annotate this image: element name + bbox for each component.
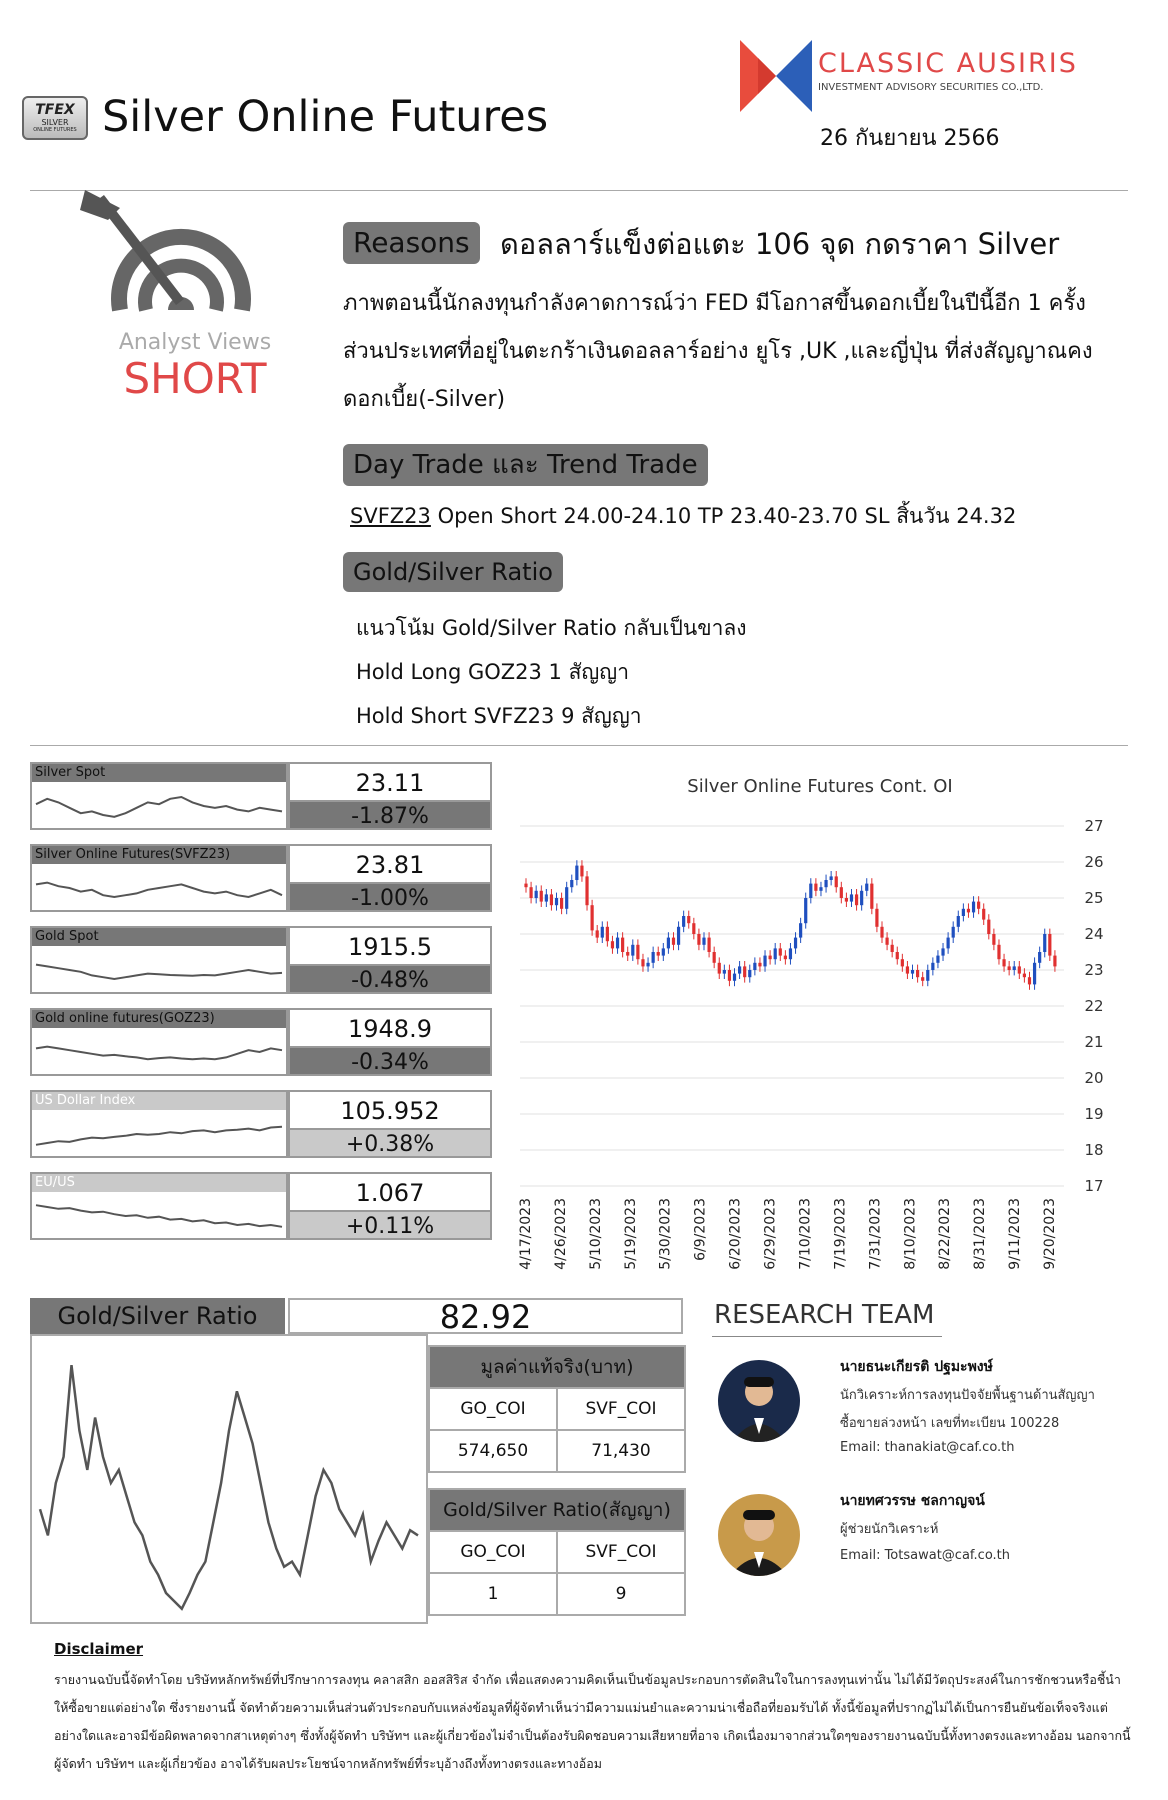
- reasons-body: ภาพตอนนี้นักลงทุนกำลังคาดการณ์ว่า FED มีโอกาสขึ้นดอกเบี้ยในปีนี้อีก 1 ครั้ง ส่วนประเทศที่อยู่ในตะกร้าเงินดอลลาร์อย่าง ยูโร ,UK ,และญี่ปุ่น ที่ส่งสัญญาณคงดอกเบี้ย(-Silver): [343, 291, 1093, 412]
- market-sparkline: [30, 1090, 288, 1158]
- candle-body: [794, 938, 797, 949]
- x-tick-label: 6/20/2023: [727, 1198, 744, 1270]
- candle-body: [824, 880, 827, 887]
- contracts-title: Gold/Silver Ratio(สัญญา): [429, 1489, 685, 1531]
- gold-silver-ratio-sparkline: [32, 1336, 426, 1622]
- y-tick-label: 24: [1084, 925, 1104, 943]
- x-tick-label: 7/19/2023: [832, 1198, 849, 1270]
- contracts-col2: SVF_COI: [557, 1531, 685, 1573]
- candle-body: [540, 891, 543, 902]
- candle-body: [774, 948, 777, 959]
- candle-body: [743, 966, 746, 977]
- gsr-hold-short-line: Hold Short SVFZ23 9 สัญญา: [356, 704, 642, 728]
- candle-body: [753, 963, 756, 970]
- candle-body: [585, 876, 588, 905]
- candle-body: [713, 952, 716, 963]
- x-tick-label: 7/31/2023: [867, 1198, 884, 1270]
- reasons-label: Reasons: [343, 222, 480, 264]
- candle-body: [977, 902, 980, 909]
- avatar: [718, 1360, 800, 1442]
- x-tick-label: 8/10/2023: [902, 1198, 919, 1270]
- avatar: [718, 1494, 800, 1576]
- candle-body: [1018, 966, 1021, 973]
- market-value: 1915.5: [288, 926, 492, 964]
- analyst-view-short: SHORT: [123, 354, 267, 403]
- candle-body: [657, 952, 660, 956]
- candle-body: [845, 898, 848, 902]
- candle-body: [738, 966, 741, 973]
- candle-body: [880, 927, 883, 938]
- y-tick-label: 22: [1084, 997, 1104, 1015]
- candle-body: [677, 927, 680, 945]
- sparkline-path: [36, 965, 282, 979]
- candle-body: [906, 966, 909, 973]
- market-sparkline: [30, 1008, 288, 1076]
- sparkline-line: [32, 1192, 286, 1238]
- y-tick-label: 25: [1084, 889, 1104, 907]
- candle-body: [763, 956, 766, 967]
- candle-body: [1048, 934, 1051, 956]
- market-change: -1.00%: [288, 882, 492, 912]
- candle-body: [835, 876, 838, 887]
- candle-body: [947, 938, 950, 949]
- reasons-headline: ดอลลาร์แข็งต่อแตะ 106 จุด กดราคา Silver: [500, 227, 1060, 261]
- y-tick-label: 18: [1084, 1141, 1104, 1159]
- contracts-table: [428, 1488, 686, 1616]
- sparkline-path: [36, 1047, 282, 1060]
- candle-body: [957, 916, 960, 927]
- candle-body: [1008, 966, 1011, 970]
- candle-body: [550, 894, 553, 905]
- x-tick-label: 6/29/2023: [762, 1198, 779, 1270]
- market-change: -1.87%: [288, 800, 492, 830]
- fair-value-v2: 71,430: [557, 1430, 685, 1472]
- y-tick-label: 27: [1084, 817, 1104, 835]
- x-tick-label: 5/30/2023: [657, 1198, 674, 1270]
- market-change: +0.11%: [288, 1210, 492, 1240]
- market-sparkline: [30, 926, 288, 994]
- gsr-trend-line: แนวโน้ม Gold/Silver Ratio กลับเป็นขาลง: [356, 616, 747, 640]
- trade-recommendation: [350, 500, 1016, 533]
- candle-body: [606, 927, 609, 941]
- sparkline-path: [36, 797, 282, 817]
- brand-subtitle: INVESTMENT ADVISORY SECURITIES CO.,LTD.: [818, 82, 1044, 93]
- report-date: 26 กันยายน 2566: [820, 126, 1000, 151]
- candle-body: [1002, 959, 1005, 966]
- trade-detail: Open Short 24.00-24.10 TP 23.40-23.70 SL สิ้นวัน 24.32: [430, 504, 1017, 528]
- market-value: 23.81: [288, 844, 492, 882]
- candle-body: [611, 941, 614, 948]
- sparkline-line: [32, 782, 286, 828]
- fair-value-v1: 574,650: [429, 1430, 557, 1472]
- sparkline-line: [32, 864, 286, 910]
- candle-body: [819, 887, 822, 891]
- candle-body: [723, 970, 726, 974]
- candle-body: [1028, 977, 1031, 984]
- candle-body: [789, 948, 792, 959]
- analyst-name: นายธนะเกียรติ ปฐมะพงษ์: [840, 1359, 993, 1375]
- candle-body: [555, 898, 558, 905]
- candle-body: [870, 884, 873, 909]
- candle-body: [667, 938, 670, 949]
- x-tick-label: 9/20/2023: [1042, 1198, 1058, 1270]
- research-team-title: RESEARCH TEAM: [714, 1300, 935, 1330]
- analyst-views-label: Analyst Views: [118, 330, 272, 355]
- candle-body: [524, 884, 527, 888]
- candle-body: [733, 974, 736, 981]
- candle-body: [967, 909, 970, 913]
- candle-body: [769, 956, 772, 960]
- candle-body: [952, 927, 955, 938]
- candle-body: [830, 876, 833, 880]
- y-tick-label: 19: [1084, 1105, 1104, 1123]
- sparkline-line: [32, 1028, 286, 1074]
- sparkline-path: [36, 1127, 282, 1145]
- x-tick-label: 8/31/2023: [972, 1198, 989, 1270]
- candle-body: [672, 938, 675, 945]
- market-panel: [30, 1090, 492, 1158]
- market-panel: [30, 762, 492, 830]
- sparkline-line: [32, 1110, 286, 1156]
- candle-body: [931, 963, 934, 970]
- ratio-line: [40, 1365, 418, 1609]
- candle-body: [728, 970, 731, 981]
- contracts-col1: GO_COI: [429, 1531, 557, 1573]
- candle-body: [580, 866, 583, 877]
- market-change: -0.34%: [288, 1046, 492, 1076]
- candle-body: [865, 884, 868, 891]
- candle-body: [885, 938, 888, 945]
- x-tick-label: 5/10/2023: [587, 1198, 604, 1270]
- market-value: 105.952: [288, 1090, 492, 1128]
- gold-silver-ratio-value: 82.92: [288, 1298, 683, 1334]
- candle-body: [596, 930, 599, 937]
- candle-body: [707, 938, 710, 952]
- sparkline-path: [36, 1205, 282, 1227]
- fair-value-col1: GO_COI: [429, 1388, 557, 1430]
- candle-body: [560, 898, 563, 909]
- sparkline-line: [32, 946, 286, 992]
- sparkline-path: [36, 883, 282, 897]
- candle-body: [855, 894, 858, 905]
- market-value: 23.11: [288, 762, 492, 800]
- divider: [712, 1336, 942, 1337]
- candle-body: [896, 952, 899, 959]
- candle-body: [646, 963, 649, 967]
- x-tick-label: 5/19/2023: [622, 1198, 639, 1270]
- candle-body: [687, 916, 690, 923]
- candle-body: [697, 934, 700, 945]
- analyst-email: Email: thanakiat@caf.co.th: [840, 1440, 1015, 1455]
- market-change: +0.38%: [288, 1128, 492, 1158]
- x-tick-label: 4/26/2023: [552, 1198, 569, 1270]
- market-name: US Dollar Index: [32, 1092, 286, 1110]
- page-title: Silver Online Futures: [102, 92, 549, 142]
- logo-line1: TFEX: [35, 102, 75, 118]
- market-sparkline: [30, 844, 288, 912]
- tfex-logo: [22, 96, 88, 140]
- candle-body: [997, 945, 1000, 959]
- candle-body: [972, 902, 975, 913]
- chart-title: Silver Online Futures Cont. OI: [687, 776, 953, 797]
- market-panel: [30, 926, 492, 994]
- candle-body: [529, 887, 532, 898]
- candle-body: [652, 952, 655, 963]
- candle-body: [662, 948, 665, 955]
- market-name: Gold Spot: [32, 928, 286, 946]
- candle-body: [682, 916, 685, 927]
- market-change: -0.48%: [288, 964, 492, 994]
- candle-body: [1038, 952, 1041, 963]
- market-panel: [30, 1008, 492, 1076]
- candle-body: [631, 945, 634, 956]
- candle-body: [626, 952, 629, 956]
- x-tick-label: 6/9/2023: [692, 1198, 709, 1261]
- y-tick-label: 26: [1084, 853, 1104, 871]
- candle-body: [809, 884, 812, 898]
- x-tick-label: 4/17/2023: [518, 1198, 534, 1270]
- market-panel: [30, 1172, 492, 1240]
- assistant-name: นายทศวรรษ ชลกาญจน์: [840, 1493, 985, 1509]
- market-name: Gold online futures(GOZ23): [32, 1010, 286, 1028]
- candle-body: [784, 956, 787, 960]
- divider: [30, 745, 1128, 746]
- candle-body: [1043, 934, 1046, 952]
- candle-body: [748, 970, 751, 977]
- y-tick-label: 23: [1084, 961, 1104, 979]
- candle-body: [911, 970, 914, 974]
- y-tick-label: 20: [1084, 1069, 1104, 1087]
- candle-body: [636, 945, 639, 959]
- fair-value-col2: SVF_COI: [557, 1388, 685, 1430]
- gold-silver-ratio-label: Gold/Silver Ratio: [343, 552, 563, 592]
- market-name: Silver Online Futures(SVFZ23): [32, 846, 286, 864]
- candle-body: [570, 880, 573, 887]
- y-tick-label: 21: [1084, 1033, 1104, 1051]
- candle-body: [814, 884, 817, 891]
- gsr-hold-long-line: Hold Long GOZ23 1 สัญญา: [356, 660, 629, 684]
- candle-body: [779, 948, 782, 955]
- x-tick-label: 9/11/2023: [1007, 1198, 1024, 1270]
- logo-line3: ONLINE FUTURES: [33, 127, 77, 133]
- candle-body: [891, 945, 894, 952]
- gold-silver-ratio-title: Gold/Silver Ratio: [30, 1298, 285, 1334]
- disclaimer-title: Disclaimer: [54, 1640, 144, 1658]
- candle-body: [860, 891, 863, 905]
- candle-body: [1033, 963, 1036, 985]
- fair-value-title: มูลค่าแท้จริง(บาท): [429, 1346, 685, 1388]
- candle-body: [1053, 956, 1056, 967]
- candle-body: [621, 938, 624, 952]
- y-tick-label: 17: [1084, 1177, 1104, 1195]
- brand-name: CLASSIC AUSIRIS: [818, 48, 1078, 79]
- candle-body: [850, 894, 853, 901]
- candle-body: [616, 938, 619, 949]
- candle-body: [535, 891, 538, 898]
- market-value: 1948.9: [288, 1008, 492, 1046]
- candle-body: [941, 948, 944, 955]
- candle-body: [982, 909, 985, 920]
- candle-body: [591, 905, 594, 930]
- candle-body: [601, 927, 604, 938]
- x-tick-label: 8/22/2023: [937, 1198, 954, 1270]
- fair-value-table: [428, 1345, 686, 1473]
- silver-futures-candlestick-chart: [516, 800, 1116, 1290]
- candle-body: [840, 887, 843, 898]
- candle-body: [962, 909, 965, 916]
- brand-logo-icon: [740, 40, 812, 112]
- candle-body: [718, 963, 721, 974]
- market-sparkline: [30, 1172, 288, 1240]
- candle-body: [545, 894, 548, 901]
- assistant-email: Email: Totsawat@caf.co.th: [840, 1548, 1011, 1563]
- candle-body: [692, 923, 695, 934]
- trade-symbol: SVFZ23: [350, 504, 431, 528]
- market-name: EU/US: [32, 1174, 286, 1192]
- candle-body: [641, 959, 644, 966]
- candle-body: [916, 970, 919, 977]
- market-name: Silver Spot: [32, 764, 286, 782]
- candle-body: [936, 956, 939, 963]
- candle-body: [875, 909, 878, 927]
- candle-body: [1013, 966, 1016, 970]
- candle-body: [758, 963, 761, 967]
- contracts-v1: 1: [429, 1573, 557, 1615]
- candle-body: [799, 923, 802, 937]
- candle-body: [901, 959, 904, 966]
- candle-body: [702, 938, 705, 945]
- candle-body: [1023, 974, 1026, 978]
- x-tick-label: 7/10/2023: [797, 1198, 814, 1270]
- candle-body: [926, 970, 929, 981]
- candle-body: [992, 934, 995, 945]
- candle-body: [565, 887, 568, 909]
- contracts-v2: 9: [557, 1573, 685, 1615]
- logo-line2: SILVER: [41, 118, 69, 127]
- candle-body: [921, 977, 924, 981]
- gold-silver-ratio-chart: [30, 1334, 428, 1624]
- analyst-role: นักวิเคราะห์การลงทุนปัจจัยพื้นฐานด้านสัญญา: [840, 1388, 1095, 1403]
- market-sparkline: [30, 762, 288, 830]
- disclaimer-body: รายงานฉบับนี้จัดทำโดย บริษัทหลักทรัพย์ที่ปรึกษาการลงทุน คลาสสิก ออสสิริส จำกัด เพื่อแสดงความคิดเห็นเป็นข้อมูลประกอบการตัดสินใจในการลงทุนเท่านั้น ไม่ได้มีวัตถุประสงค์ในการชักชวนหรือชี้นำให้ซื้อขายแต่อย่างใด ซึ่งรายงานนี้ จัดทำด้วยความเห็นส่วนตัวประกอบกับแหล่งข้อมูลที่ผู้จัดทำเห็นว่ามีความแม่นยำและความน่าเชื่อถือที่ยอมรับได้ ทั้งนี้ข้อมูลที่ปรากฏไม่ได้เป็นการยืนยันข้อเท็จจริงแต่อย่างใดและอาจมีข้อผิดพลาดจากสาเหตุต่างๆ ซึ่งทั้งผู้จัดทำ บริษัทฯ และผู้เกี่ยวข้องไม่จำเป็นต้องรับผิดชอบความเสียหายที่อาจ เกิดเนื่องมาจากส่วนใดๆของรายงานฉบับนี้ทั้งทางตรงและทางอ้อม นอกจากนี้ผู้จัดทำ บริษัทฯ และผู้เกี่ยวข้อง อาจได้รับผลประโยชน์จากหลักทรัพย์ที่ระบุอ้างถึงทั้งทางตรงและทางอ้อม: [54, 1672, 1131, 1771]
- candle-body: [575, 866, 578, 880]
- assistant-role: ผู้ช่วยนักวิเคราะห์: [840, 1522, 939, 1537]
- target-icon: [80, 190, 270, 320]
- candle-body: [987, 920, 990, 934]
- market-panel: [30, 844, 492, 912]
- analyst-license: ซื้อขายล่วงหน้า เลขที่ทะเบียน 100228: [840, 1416, 1060, 1431]
- daytrade-label: Day Trade และ Trend Trade: [343, 444, 708, 486]
- market-value: 1.067: [288, 1172, 492, 1210]
- candle-body: [804, 898, 807, 923]
